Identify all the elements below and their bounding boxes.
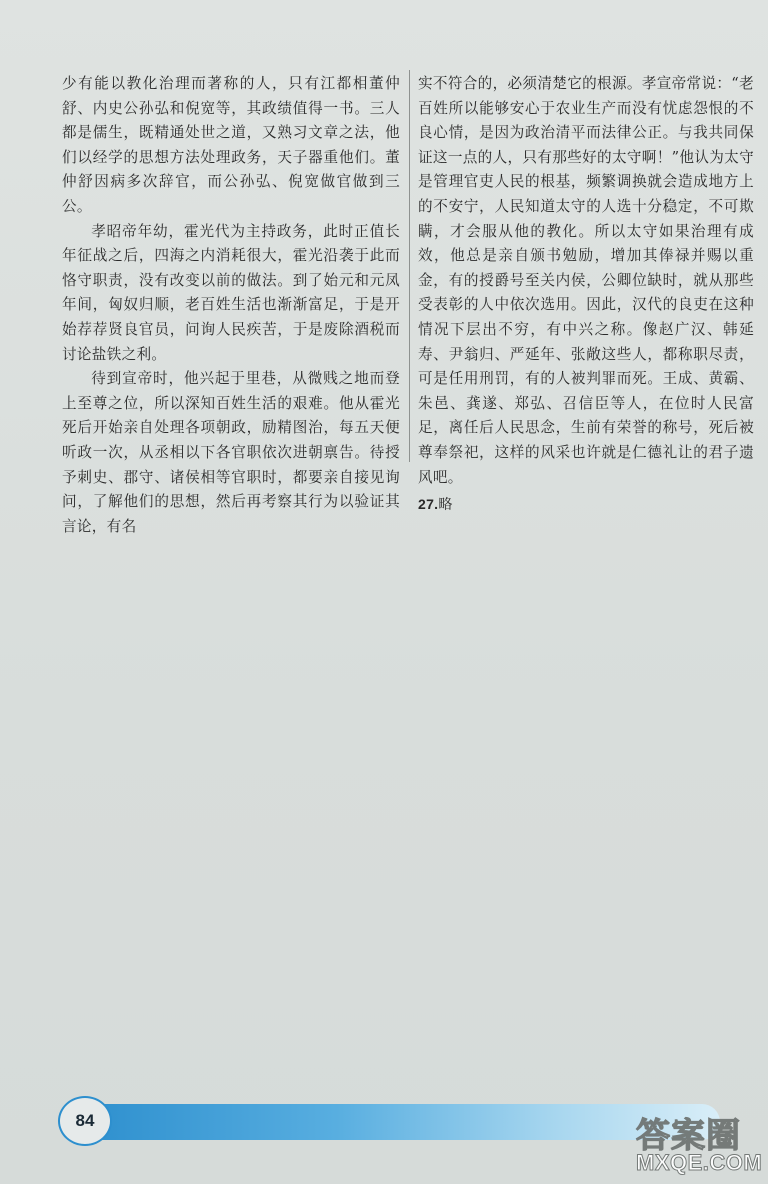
page-number xyxy=(58,1096,112,1146)
paragraph: 少有能以教化治理而著称的人，只有江都相董仲舒、内史公孙弘和倪宽等，其政绩值得一书。三人都是儒生，既精通处世之道，又熟习文章之法，他们以经学的思想方法处理政务，天子器重他们。董仲舒因病多次辞官，而公孙弘、倪宽做官做到三公。 xyxy=(62,75,400,215)
answer-text: 略 xyxy=(438,497,453,514)
paragraph: 孝昭帝年幼，霍光代为主持政务，此时正值长年征战之后，四海之内消耗很大，霍光沿袭于此而恪守职责，没有改变以前的做法。到了始元和元凤年间，匈奴归顺，老百姓生活也渐渐富足，于是开始荐荐贤良官员，问询人民疾苦，于是废除酒税而讨论盐铁之利。 xyxy=(62,222,400,363)
left-text-column xyxy=(62,72,400,539)
answer-27 xyxy=(418,492,754,518)
watermark-en: MXQE.COM xyxy=(636,1150,763,1175)
right-text-column xyxy=(418,72,754,518)
page-number-text: 84 xyxy=(75,1111,95,1130)
footer-bar xyxy=(80,1104,720,1140)
paragraph: 待到宣帝时，他兴起于里巷，从微贱之地而登上至尊之位，所以深知百姓生活的艰难。他从霍光死后开始亲自处理各项朝政，励精图治，每五天便听政一次，从丞相以下各官职依次进朝禀告。待授予刺史、郡守、诸侯相等官职时，都要亲自接见询问，了解他们的思想，然后再考察其行为以验证其言论，有名 xyxy=(62,370,400,535)
watermark-logo xyxy=(632,1108,764,1178)
paragraph: 实不符合的，必须清楚它的根源。孝宣帝常说：“老百姓所以能够安心于农业生产而没有忧虑怨恨的不良心情，是因为政治清平而法律公正。与我共同保证这一点的人，只有那些好的太守啊！”他认为太守是管理官吏人民的根基，频繁调换就会造成地方上的不安宁，人民知道太守的人选十分稳定，不可欺瞒，才会服从他的教化。所以太守如果治理有成效，他总是亲自颁书勉励，增加其俸禄并赐以重金，有的授爵号至关内侯，公卿位缺时，就从那些受表彰的人中依次选用。因此，汉代的良吏在这种情况下层出不穷，有中兴之称。像赵广汉、韩延寿、尹翁归、严延年、张敞这些人，都称职尽责，可是任用刑罚，有的人被判罪而死。王成、黄霸、朱邑、龚遂、郑弘、召信臣等人，在位时人民富足，离任后人民思念，生前有荣誉的称号，死后被尊奉祭祀，这样的风采也许就是仁德礼让的君子遗风吧。 xyxy=(418,75,754,486)
answer-number: 27. xyxy=(418,496,439,513)
column-divider xyxy=(409,70,410,462)
watermark-cn: 答案圈 xyxy=(636,1116,741,1156)
